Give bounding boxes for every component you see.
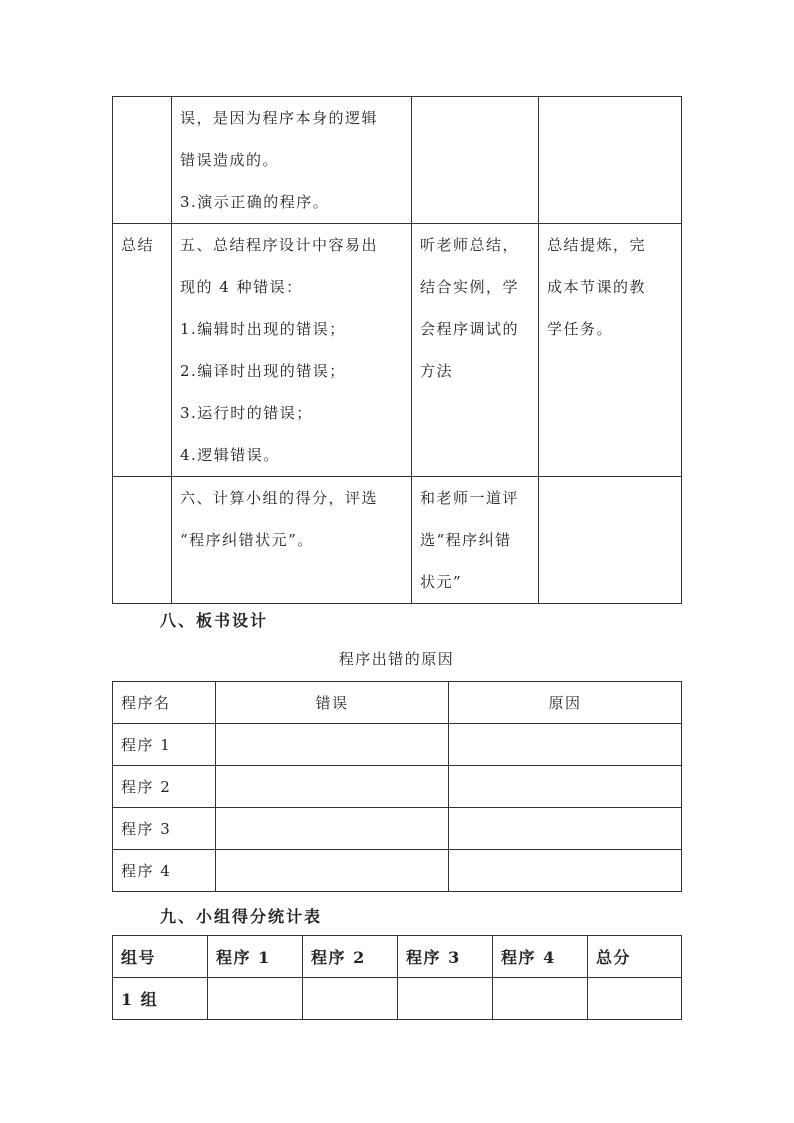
error-cell: [216, 808, 449, 850]
text-line: 结合实例，学: [420, 278, 520, 296]
table-row: [113, 850, 682, 892]
text-line: 3.演示正确的程序。: [180, 193, 330, 211]
stage-cell: [113, 97, 172, 224]
error-cause-table: [112, 681, 682, 892]
text-line: 状元”: [420, 573, 463, 591]
error-cell: [216, 850, 449, 892]
lesson-plan-table: [112, 96, 682, 604]
stage-label: 总结: [121, 236, 155, 254]
score-cell: [303, 978, 398, 1020]
header-total: 总分: [588, 936, 682, 978]
lesson-row-2: [113, 224, 682, 477]
text-line: 1.编辑时出现的错误；: [180, 320, 346, 338]
header-error: 错误: [216, 682, 449, 724]
section-heading-board-design: 八、板书设计: [160, 611, 269, 630]
teacher-activity-cell: [172, 224, 412, 477]
total-cell: [588, 978, 682, 1020]
program-name-cell: 程序 3: [113, 808, 216, 850]
text-line: “程序纠错状元”。: [180, 531, 314, 549]
cause-cell: [449, 766, 682, 808]
program-name-cell: 程序 2: [113, 766, 216, 808]
text-line: 2.编译时出现的错误；: [180, 362, 346, 380]
table-row: [113, 808, 682, 850]
text-line: 会程序调试的: [420, 320, 520, 338]
header-program-2: 程序 2: [303, 936, 398, 978]
cause-cell: [449, 850, 682, 892]
teacher-activity-cell: [172, 477, 412, 604]
teacher-activity-cell: [172, 97, 412, 224]
score-cell: [398, 978, 493, 1020]
lesson-row-1: [113, 97, 682, 224]
table-header-row: [113, 936, 682, 978]
score-cell: [493, 978, 588, 1020]
text-line: 和老师一道评: [420, 489, 520, 507]
text-line: 总结提炼，完: [547, 236, 647, 254]
table-row: [113, 766, 682, 808]
cause-cell: [449, 808, 682, 850]
text-line: 现的 4 种错误：: [180, 278, 303, 296]
program-name-cell: 程序 4: [113, 850, 216, 892]
table-row: [113, 724, 682, 766]
group-id-cell: 1 组: [113, 978, 208, 1020]
group-score-table: [112, 935, 682, 1020]
header-program-4: 程序 4: [493, 936, 588, 978]
text-line: 4.逻辑错误。: [180, 446, 280, 464]
header-cause: 原因: [449, 682, 682, 724]
section-heading-group-scores: 九、小组得分统计表: [160, 907, 323, 926]
header-group-id: 组号: [113, 936, 208, 978]
student-activity-cell: [412, 224, 539, 477]
header-program-1: 程序 1: [208, 936, 303, 978]
text-line: 错误造成的。: [180, 151, 280, 169]
text-line: 五、总结程序设计中容易出: [180, 236, 379, 254]
lesson-row-3: [113, 477, 682, 604]
stage-cell: [113, 477, 172, 604]
student-activity-cell: [412, 97, 539, 224]
design-intent-cell: [539, 477, 682, 604]
table-row: [113, 978, 682, 1020]
design-intent-cell: [539, 224, 682, 477]
error-cell: [216, 724, 449, 766]
cause-cell: [449, 724, 682, 766]
text-line: 方法: [420, 362, 454, 380]
text-line: 听老师总结，: [420, 236, 520, 254]
text-line: 误，是因为程序本身的逻辑: [180, 109, 379, 127]
board-table-caption: 程序出错的原因: [338, 650, 455, 668]
program-name-cell: 程序 1: [113, 724, 216, 766]
stage-cell: [113, 224, 172, 477]
score-cell: [208, 978, 303, 1020]
header-program-3: 程序 3: [398, 936, 493, 978]
text-line: 六、计算小组的得分，评选: [180, 489, 379, 507]
text-line: 成本节课的教: [547, 278, 647, 296]
text-line: 3.运行时的错误；: [180, 404, 313, 422]
error-cell: [216, 766, 449, 808]
text-line: 学任务。: [547, 320, 614, 338]
table-header-row: [113, 682, 682, 724]
header-program-name: 程序名: [113, 682, 216, 724]
student-activity-cell: [412, 477, 539, 604]
design-intent-cell: [539, 97, 682, 224]
text-line: 选“程序纠错: [420, 531, 512, 549]
